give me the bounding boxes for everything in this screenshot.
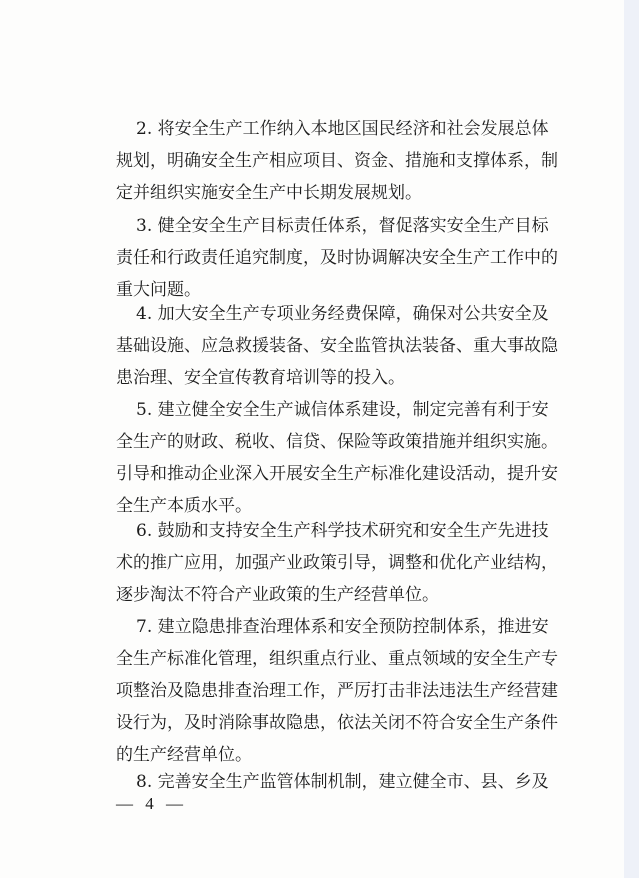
text-line: 7. 建立隐患排查治理体系和安全预防控制体系，推进安 — [136, 617, 549, 637]
text-line: 全生产的财政、税收、信贷、保险等政策措施并组织实施。 — [116, 432, 558, 452]
text-line: 术的推广应用，加强产业政策引导，调整和优化产业结构， — [116, 553, 558, 573]
text-line: 引导和推动企业深入开展安全生产标准化建设活动，提升安 — [116, 464, 558, 484]
text-line: 6. 鼓励和支持安全生产科学技术研究和安全生产先进技 — [136, 521, 549, 541]
text-line: 全生产本质水平。 — [116, 496, 252, 516]
page-number: — 4 — — [116, 794, 187, 813]
text-line: 定并组织实施安全生产中长期发展规划。 — [116, 183, 422, 203]
text-line: 规划，明确安全生产相应项目、资金、措施和支撑体系，制 — [116, 151, 558, 171]
text-line: 基础设施、应急救援装备、安全监管执法装备、重大事故隐 — [116, 336, 558, 356]
text-line: 3. 健全安全生产目标责任体系，督促落实安全生产目标 — [136, 216, 549, 236]
text-line: 项整治及隐患排查治理工作，严厉打击非法违法生产经营建 — [116, 681, 558, 701]
text-line: 全生产标准化管理，组织重点行业、重点领域的安全生产专 — [116, 649, 558, 669]
text-line: 5. 建立健全安全生产诚信体系建设，制定完善有利于安 — [136, 400, 549, 420]
text-line: 4. 加大安全生产专项业务经费保障，确保对公共安全及 — [136, 304, 549, 324]
text-line: 逐步淘汰不符合产业政策的生产经营单位。 — [116, 585, 439, 605]
text-line: 8. 完善安全生产监管体制机制，建立健全市、县、乡及 — [136, 772, 549, 792]
text-line: 的生产经营单位。 — [116, 745, 252, 765]
text-line: 患治理、安全宣传教育培训等的投入。 — [116, 368, 405, 388]
text-line: 2. 将安全生产工作纳入本地区国民经济和社会发展总体 — [136, 119, 549, 139]
text-line: 责任和行政责任追究制度，及时协调解决安全生产工作中的 — [116, 248, 558, 268]
text-line: 重大问题。 — [116, 280, 201, 300]
text-line: 设行为，及时消除事故隐患，依法关闭不符合安全生产条件 — [116, 713, 558, 733]
